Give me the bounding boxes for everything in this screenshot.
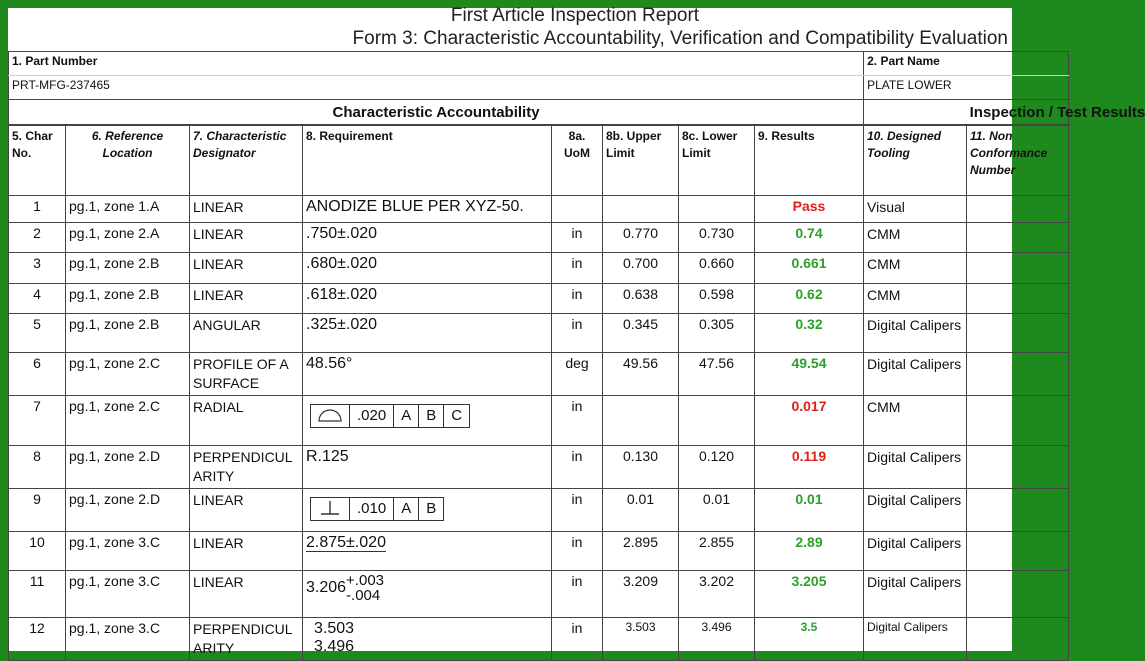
part-number-label: 1. Part Number bbox=[12, 54, 98, 68]
designator-cell: LINEAR bbox=[190, 196, 303, 223]
requirement-cell bbox=[303, 314, 552, 353]
form-title: Form 3: Characteristic Accountability, Verification and Compatibility Evaluation bbox=[352, 28, 1008, 49]
lower-limit-cell: 3.202 bbox=[679, 571, 755, 618]
uom-cell: in bbox=[552, 446, 603, 489]
lower-limit-cell: 47.56 bbox=[679, 353, 755, 396]
char-no-cell: 3 bbox=[9, 253, 66, 284]
requirement-cell bbox=[303, 532, 552, 571]
nominal-value: 3.206 bbox=[306, 579, 347, 596]
table-row bbox=[9, 446, 1069, 489]
header-designed-tooling: 10. Designed Tooling bbox=[864, 126, 967, 196]
designator-cell: RADIAL bbox=[190, 396, 303, 446]
perpendicular-symbol-icon bbox=[311, 498, 349, 520]
designator-cell: PROFILE OF A SURFACE bbox=[190, 353, 303, 396]
header-requirement: 8. Requirement bbox=[303, 126, 552, 196]
char-no-cell: 8 bbox=[9, 446, 66, 489]
profile-symbol-icon bbox=[311, 405, 349, 427]
tooling-cell: Digital Calipers bbox=[864, 489, 967, 532]
section-inspection-results: Inspection / Test Results bbox=[967, 100, 1069, 125]
reference-location-cell: pg.1, zone 2.B bbox=[66, 253, 190, 284]
tooling-cell: Digital Calipers bbox=[864, 314, 967, 353]
feature-control-frame bbox=[310, 497, 444, 521]
reference-location-cell: pg.1, zone 2.B bbox=[66, 284, 190, 314]
lower-limit-cell: 0.730 bbox=[679, 223, 755, 253]
uom-cell: in bbox=[552, 314, 603, 353]
lower-limit-cell: 0.01 bbox=[679, 489, 755, 532]
uom-cell: in bbox=[552, 396, 603, 446]
lower-limit-cell: 0.120 bbox=[679, 446, 755, 489]
fcf-cell: A bbox=[393, 405, 418, 427]
result-cell: 49.54 bbox=[755, 353, 864, 396]
designator-cell: LINEAR bbox=[190, 223, 303, 253]
requirement-cell bbox=[303, 446, 552, 489]
reference-location-cell: pg.1, zone 3.C bbox=[66, 618, 190, 661]
tooling-cell: CMM bbox=[864, 253, 967, 284]
char-no-cell: 2 bbox=[9, 223, 66, 253]
reference-location-cell: pg.1, zone 2.D bbox=[66, 446, 190, 489]
designator-cell: PERPENDICULARITY bbox=[190, 618, 303, 661]
nonconformance-cell bbox=[967, 353, 1069, 396]
tooling-cell: CMM bbox=[864, 223, 967, 253]
requirement-cell bbox=[303, 253, 552, 284]
result-cell: 0.661 bbox=[755, 253, 864, 284]
char-no-cell: 11 bbox=[9, 571, 66, 618]
tooling-cell: Digital Calipers bbox=[864, 571, 967, 618]
header-char-no: 5. Char No. bbox=[9, 126, 66, 196]
upper-limit-cell: 3.209 bbox=[603, 571, 679, 618]
requirement-cell bbox=[303, 571, 552, 618]
table-row bbox=[9, 618, 1069, 661]
char-no-cell: 7 bbox=[9, 396, 66, 446]
result-cell: 2.89 bbox=[755, 532, 864, 571]
requirement-cell bbox=[303, 396, 552, 446]
nonconformance-cell bbox=[967, 196, 1069, 223]
reference-location-cell: pg.1, zone 2.C bbox=[66, 396, 190, 446]
uom-cell: in bbox=[552, 618, 603, 661]
result-cell: 3.5 bbox=[755, 618, 864, 661]
result-cell: 0.01 bbox=[755, 489, 864, 532]
upper-limit-cell: 0.01 bbox=[603, 489, 679, 532]
uom-cell: in bbox=[552, 489, 603, 532]
lower-limit-cell: 3.496 bbox=[679, 618, 755, 661]
tooling-cell: Digital Calipers bbox=[864, 532, 967, 571]
requirement-text: .680±.020 bbox=[306, 255, 378, 272]
feature-control-frame bbox=[310, 404, 470, 428]
header-lower-limit: 8c. Lower Limit bbox=[679, 126, 755, 196]
requirement-text: R.125 bbox=[306, 448, 349, 465]
nonconformance-cell bbox=[967, 396, 1069, 446]
result-cell: 0.62 bbox=[755, 284, 864, 314]
table-row bbox=[9, 396, 1069, 446]
nonconformance-cell bbox=[967, 618, 1069, 661]
inspection-table bbox=[8, 51, 1145, 125]
part-name-label: 2. Part Name bbox=[867, 54, 940, 68]
designator-cell: LINEAR bbox=[190, 253, 303, 284]
tooling-cell: CMM bbox=[864, 396, 967, 446]
lower-limit-cell: 0.598 bbox=[679, 284, 755, 314]
uom-cell: in bbox=[552, 253, 603, 284]
nonconformance-cell bbox=[967, 223, 1069, 253]
fcf-cell: .010 bbox=[349, 498, 393, 520]
char-no-cell: 5 bbox=[9, 314, 66, 353]
result-cell: 0.017 bbox=[755, 396, 864, 446]
reference-location-cell: pg.1, zone 3.C bbox=[66, 532, 190, 571]
lower-limit-cell bbox=[679, 396, 755, 446]
reference-location-cell: pg.1, zone 3.C bbox=[66, 571, 190, 618]
char-no-cell: 1 bbox=[9, 196, 66, 223]
nonconformance-cell bbox=[967, 489, 1069, 532]
fcf-cell: .020 bbox=[349, 405, 393, 427]
reference-location-cell: pg.1, zone 2.A bbox=[66, 223, 190, 253]
requirement-text: .325±.020 bbox=[306, 316, 378, 333]
tooling-cell: Digital Calipers bbox=[864, 618, 967, 661]
requirement-text: 48.56° bbox=[306, 355, 353, 372]
uom-cell: in bbox=[552, 284, 603, 314]
lower-limit-cell: 2.855 bbox=[679, 532, 755, 571]
upper-limit-cell bbox=[603, 396, 679, 446]
nonconformance-cell bbox=[967, 571, 1069, 618]
char-no-cell: 4 bbox=[9, 284, 66, 314]
designator-cell: LINEAR bbox=[190, 571, 303, 618]
requirement-cell bbox=[303, 618, 552, 661]
nonconformance-cell bbox=[967, 446, 1069, 489]
table-row bbox=[9, 196, 1069, 223]
requirement-cell bbox=[303, 353, 552, 396]
upper-limit-cell: 0.345 bbox=[603, 314, 679, 353]
header-upper-limit: 8b. Upper Limit bbox=[603, 126, 679, 196]
part-name-value: PLATE LOWER bbox=[867, 78, 952, 92]
result-cell: Pass bbox=[755, 196, 864, 223]
table-row bbox=[9, 314, 1069, 353]
nonconformance-cell bbox=[967, 314, 1069, 353]
part-number-value: PRT-MFG-237465 bbox=[12, 78, 110, 92]
upper-limit-cell: 49.56 bbox=[603, 353, 679, 396]
upper-limit-cell: 0.638 bbox=[603, 284, 679, 314]
lower-limit-cell bbox=[679, 196, 755, 223]
upper-dimension: 3.503 bbox=[314, 620, 355, 637]
table-row bbox=[9, 489, 1069, 532]
upper-limit-cell: 2.895 bbox=[603, 532, 679, 571]
tooling-cell: Digital Calipers bbox=[864, 353, 967, 396]
char-no-cell: 6 bbox=[9, 353, 66, 396]
uom-cell: in bbox=[552, 532, 603, 571]
table-row bbox=[9, 532, 1069, 571]
nonconformance-cell bbox=[967, 253, 1069, 284]
reference-location-cell: pg.1, zone 2.B bbox=[66, 314, 190, 353]
fcf-cell: C bbox=[443, 405, 469, 427]
table-row bbox=[9, 223, 1069, 253]
designator-cell: LINEAR bbox=[190, 284, 303, 314]
lower-limit-cell: 0.660 bbox=[679, 253, 755, 284]
header-results: 9. Results bbox=[755, 126, 864, 196]
report-title: First Article Inspection Report bbox=[450, 5, 700, 26]
lower-dimension: 3.496 bbox=[314, 638, 355, 655]
tooling-cell: Digital Calipers bbox=[864, 446, 967, 489]
table-row bbox=[9, 284, 1069, 314]
char-no-cell: 9 bbox=[9, 489, 66, 532]
nonconformance-cell bbox=[967, 532, 1069, 571]
requirement-text: ANODIZE BLUE PER XYZ-50. bbox=[306, 198, 524, 215]
section-characteristic-accountability: Characteristic Accountability bbox=[9, 100, 864, 125]
nonconformance-cell bbox=[967, 284, 1069, 314]
fcf-cell: B bbox=[418, 405, 443, 427]
uom-cell: deg bbox=[552, 353, 603, 396]
result-cell: 0.74 bbox=[755, 223, 864, 253]
uom-cell: in bbox=[552, 223, 603, 253]
upper-limit-cell: 0.130 bbox=[603, 446, 679, 489]
header-uom: 8a. UoM bbox=[552, 126, 603, 196]
designator-cell: LINEAR bbox=[190, 489, 303, 532]
result-cell: 0.119 bbox=[755, 446, 864, 489]
uom-cell bbox=[552, 196, 603, 223]
header-characteristic-designator: 7. Characteristic Designator bbox=[190, 126, 303, 196]
upper-limit-cell: 0.700 bbox=[603, 253, 679, 284]
header-reference-location: 6. Reference Location bbox=[66, 126, 190, 196]
designator-cell: LINEAR bbox=[190, 532, 303, 571]
table-row bbox=[9, 253, 1069, 284]
requirement-cell bbox=[303, 223, 552, 253]
requirement-cell bbox=[303, 489, 552, 532]
inspection-sheet bbox=[8, 5, 1145, 656]
reference-location-cell: pg.1, zone 2.D bbox=[66, 489, 190, 532]
lower-limit-cell: 0.305 bbox=[679, 314, 755, 353]
upper-limit-cell bbox=[603, 196, 679, 223]
result-cell: 3.205 bbox=[755, 571, 864, 618]
table-row bbox=[9, 353, 1069, 396]
requirement-text: .750±.020 bbox=[306, 225, 378, 242]
header-nonconformance-number: 11. Non Conformance Number bbox=[967, 126, 1069, 196]
upper-limit-cell: 3.503 bbox=[603, 618, 679, 661]
tooling-cell: Visual bbox=[864, 196, 967, 223]
designator-cell: PERPENDICULARITY bbox=[190, 446, 303, 489]
designator-cell: ANGULAR bbox=[190, 314, 303, 353]
char-no-cell: 12 bbox=[9, 618, 66, 661]
result-cell: 0.32 bbox=[755, 314, 864, 353]
characteristic-table bbox=[8, 125, 1069, 661]
requirement-cell bbox=[303, 284, 552, 314]
fcf-cell: B bbox=[418, 498, 443, 520]
uom-cell: in bbox=[552, 571, 603, 618]
reference-location-cell: pg.1, zone 2.C bbox=[66, 353, 190, 396]
requirement-cell bbox=[303, 196, 552, 223]
upper-limit-cell: 0.770 bbox=[603, 223, 679, 253]
fcf-cell: A bbox=[393, 498, 418, 520]
char-no-cell: 10 bbox=[9, 532, 66, 571]
tooling-cell: CMM bbox=[864, 284, 967, 314]
table-row bbox=[9, 571, 1069, 618]
tolerance-stack: +.003 -.004 bbox=[346, 572, 385, 604]
requirement-text: 2.875±.020 bbox=[306, 534, 386, 551]
requirement-text: .618±.020 bbox=[306, 286, 378, 303]
reference-location-cell: pg.1, zone 1.A bbox=[66, 196, 190, 223]
